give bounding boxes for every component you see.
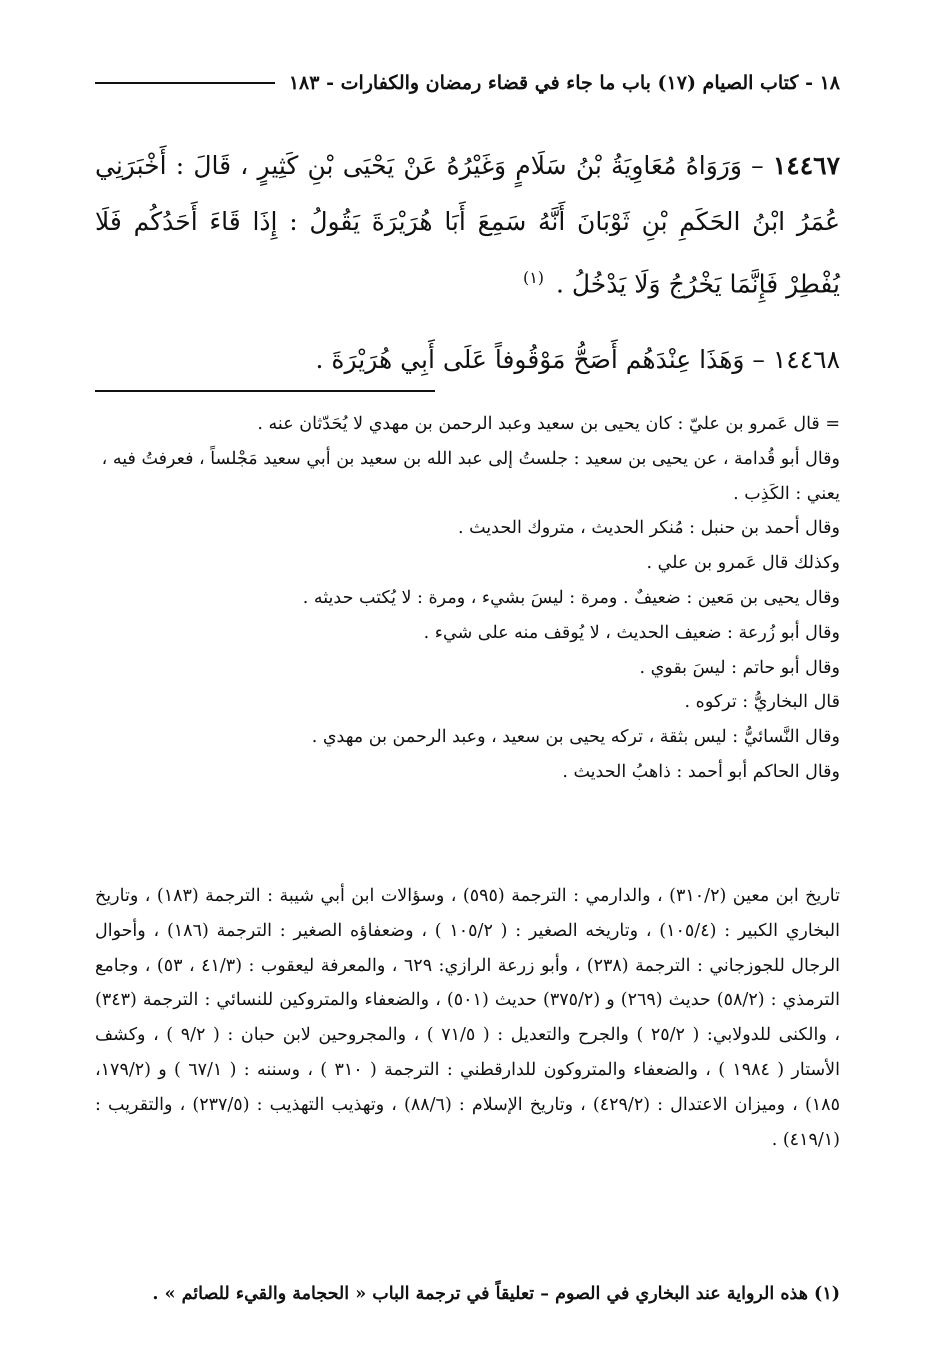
footnote-1: (١) هذه الرواية عند البخاري في الصوم – تعليقاً في ترجمة الباب « الحجامة والقيء للصائم » . [152,1284,840,1304]
note-line: وقال النَّسائيُّ : ليس بثقة ، تركه يحيى بن سعيد ، وعبد الرحمن بن مهدي . [311,727,840,748]
hadith-1-body [95,138,840,312]
note-line: وقال أبو حاتم : ليسَ بقوي . [639,657,840,678]
page-header-title: ١٨ - كتاب الصيام (١٧) باب ما جاء في قضاء رمضان والكفارات - ١٨٣ [288,72,840,94]
footnote-reference[interactable]: (١) [522,268,545,287]
hadith-2-number: ١٤٤٦٨ [772,345,840,374]
note-line: وقال يحيى بن مَعين : ضعيفٌ . ومرة : ليسَ بشيء ، ومرة : لا يُكتب حديثه . [302,587,840,608]
note-line: وكذلك قال عَمرو بن علي . [646,553,840,574]
footnote-separator [95,390,435,392]
narrator-notes [95,407,840,790]
hadith-2-text: – وَهَذَا عِنْدَهُم أَصَحُّ مَوْقُوفاً عَلَى أَبِي هُرَيْرَةَ . [315,345,765,374]
note-line: وقال أبو قُدامة ، عن يحيى بن سعيد : جلستُ إلى عبد الله بن سعيد بن أبي سعيد مَجْلساً ، فعرفتُ فيه ، يعني : الكَذِب . [101,448,840,504]
hadith-1 [95,138,840,312]
hadith-1-number: ١٤٤٦٧ [772,151,840,180]
page-header [95,66,840,100]
hadith-1-text: – وَرَوَاهُ مُعَاوِيَةُ بْنُ سَلَامٍ وَغَيْرُهُ عَنْ يَحْيَى بْنِ كَثِيرٍ ، قَالَ : أَخْبَرَنِي عُمَرُ ابْنُ الحَكَمِ بْنِ ثَوْبَانَ أَنَّهُ سَمِعَ أَبَا هُرَيْرَةَ يَقُولُ : إِذَا قَاءَ أَحَدُكُم فَلَا يُفْطِرْ فَإِنَّمَا يَخْرُجُ وَلَا يَدْخُلُ . [95,151,840,299]
header-rule [95,82,275,84]
note-line: = قال عَمرو بن عليّ : كان يحيى بن سعيد وعبد الرحمن بن مهدي لا يُحَدّثان عنه . [257,414,840,434]
note-line: وقال الحاكم أبو أحمد : ذاهبُ الحديث . [562,761,840,782]
note-line: وقال أبو زُرعة : ضعيف الحديث ، لا يُوقف منه على شيء . [423,622,840,643]
references-paragraph: تاريخ ابن معين (٣١٠/٢) ، والدارمي : الترجمة (٥٩٥) ، وسؤالات ابن أبي شيبة : الترجمة (١٨٣) ، وتاريخ البخاري الكبير : (١٠٥/٤) ، وتاريخه الصغير : ( ١٠٥/٢ ) ، وضعفاؤه الصغير : الترجمة (١٨٦) ، وأحوال الرجال للجوزجاني : الترجمة (٢٣٨) ، وأبو زرعة الرازي: ٦٢٩ ، والمعرفة ليعقوب : (٤١/٣ ، ٥٣) ، وجامع الترمذي : (٥٨/٢) حديث (٢٦٩) و (٣٧٥/٢) حديث (٥٠١) ، والضعفاء والمتروكين للنسائي : الترجمة (٣٤٣) ، والكنى للدولابي: ( ٢٥/٢ ) والجرح والتعديل : ( ٧١/٥ ) ، والمجروحين لابن حبان : ( ٩/٢ ) ، وكشف الأستار ( ١٩٨٤ ) ، والضعفاء والمتروكون للدارقطني : الترجمة ( ٣١٠ ) ، وسننه : ( ٦٧/١ ) و (١٧٩/٢، ١٨٥) ، وميزان الاعتدال : (٤٢٩/٢) ، وتاريخ الإسلام : (٨٨/٦) ، وتهذيب التهذيب : (٢٣٧/٥) ، والتقريب : (٤١٩/١) . [95,886,841,1150]
hadith-2 [95,332,840,388]
note-line: قال البخاريُّ : تركوه . [684,692,840,713]
note-line: وقال أحمد بن حنبل : مُنكر الحديث ، متروك الحديث . [457,518,840,539]
